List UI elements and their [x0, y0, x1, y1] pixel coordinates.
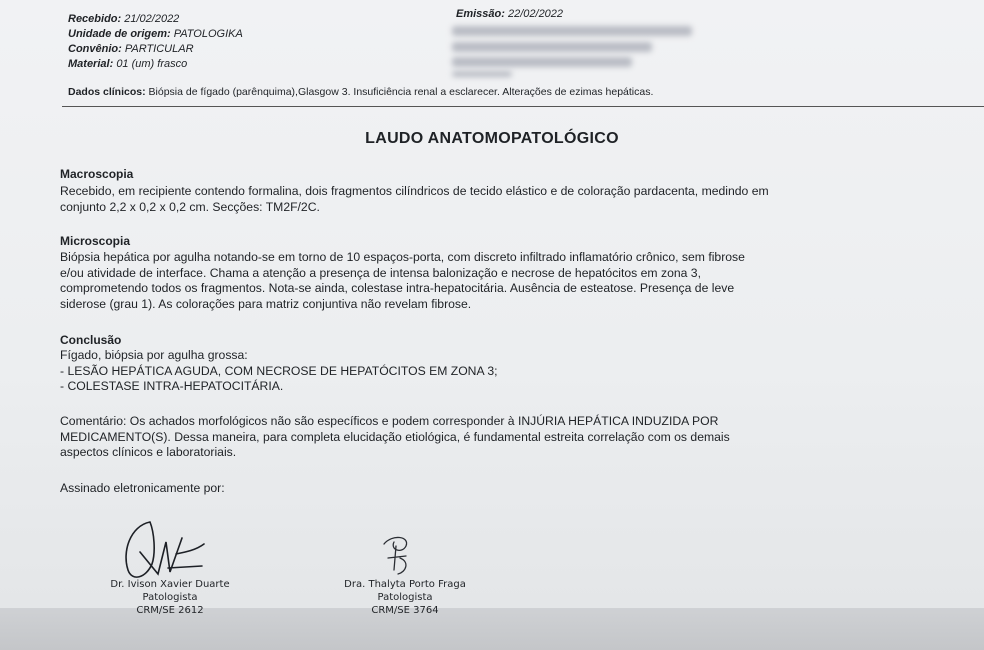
signatory-2: Dra. Thalyta Porto Fraga Patologista CRM/SE 3764	[344, 579, 466, 616]
agreement-value: PARTICULAR	[124, 43, 194, 55]
comment-text: Comentário: Os achados morfológicos não são específicos e podem corresponder à INJÚRIA HEPÁTICA INDUZIDA POR MEDICAMENTO(S). Dessa maneira, para completa elucidação etiológica, é fundamental estreita correlação com os demais aspectos clínicos e laboratoriais.	[60, 414, 730, 459]
material-row: Material: 01 (um) frasco	[68, 58, 188, 70]
redacted-patient-info	[452, 71, 512, 77]
emission-date: 22/02/2022	[507, 8, 564, 20]
report-title: LAUDO ANATOMOPATOLÓGICO	[365, 130, 619, 147]
redacted-patient-info	[452, 57, 632, 67]
received-date: 21/02/2022	[124, 13, 180, 25]
header-divider	[62, 106, 984, 107]
material-value: 01 (um) frasco	[116, 58, 188, 70]
received-row: Recebido: 21/02/2022	[68, 13, 180, 25]
redacted-patient-info	[452, 26, 692, 36]
macroscopy-heading: Macroscopia	[60, 167, 134, 181]
origin-unit: PATOLOGIKA	[173, 28, 243, 40]
macroscopy-text: Recebido, em recipiente contendo formalina, dois fragmentos cilíndricos de tecido elástico e de coloração pardacenta, medindo em conjunto 2,2 x 0,2 x 0,2 cm. Secções: TM2F/2C.	[60, 184, 769, 214]
redacted-patient-info	[452, 42, 652, 52]
signatory-1: Dr. Ivison Xavier Duarte Patologista CRM/SE 2612	[110, 579, 230, 616]
signed-electronically: Assinado eletronicamente por:	[60, 481, 225, 495]
signature-image	[370, 530, 430, 580]
clinical-data: Dados clínicos: Biópsia de fígado (parênquima),Glasgow 3. Insuficiência renal a esclarecer. Alterações de ezimas hepáticas.	[68, 86, 654, 98]
microscopy-text: Biópsia hepática por agulha notando-se em torno de 10 espaços-porta, com discreto infiltrado inflamatório crônico, sem fibrose e/ou atividade de interface. Chama a atenção a presença de intensa balonização e necrose de hepatócitos em zona 3, comprometendo todos os fragmentos. Nota-se ainda, colestase intra-hepatocitária. Ausência de esteatose. Presença de leve siderose (grau 1). As colorações para matriz conjuntiva não revelam fibrose.	[60, 250, 745, 311]
microscopy-heading: Microscopia	[60, 234, 131, 248]
conclusion-heading: Conclusão	[60, 333, 122, 347]
agreement-row: Convênio: PARTICULAR	[68, 43, 194, 55]
report-header-left	[68, 12, 243, 72]
conclusion-text: Fígado, biópsia por agulha grossa: - LESÃO HEPÁTICA AGUDA, COM NECROSE DE HEPATÓCITOS EM ZONA 3; - COLESTASE INTRA-HEPATOCITÁRIA.	[60, 348, 498, 393]
emission-row: Emissão: 22/02/2022	[456, 8, 564, 20]
origin-row: Unidade de origem: PATOLOGIKA	[68, 28, 243, 40]
